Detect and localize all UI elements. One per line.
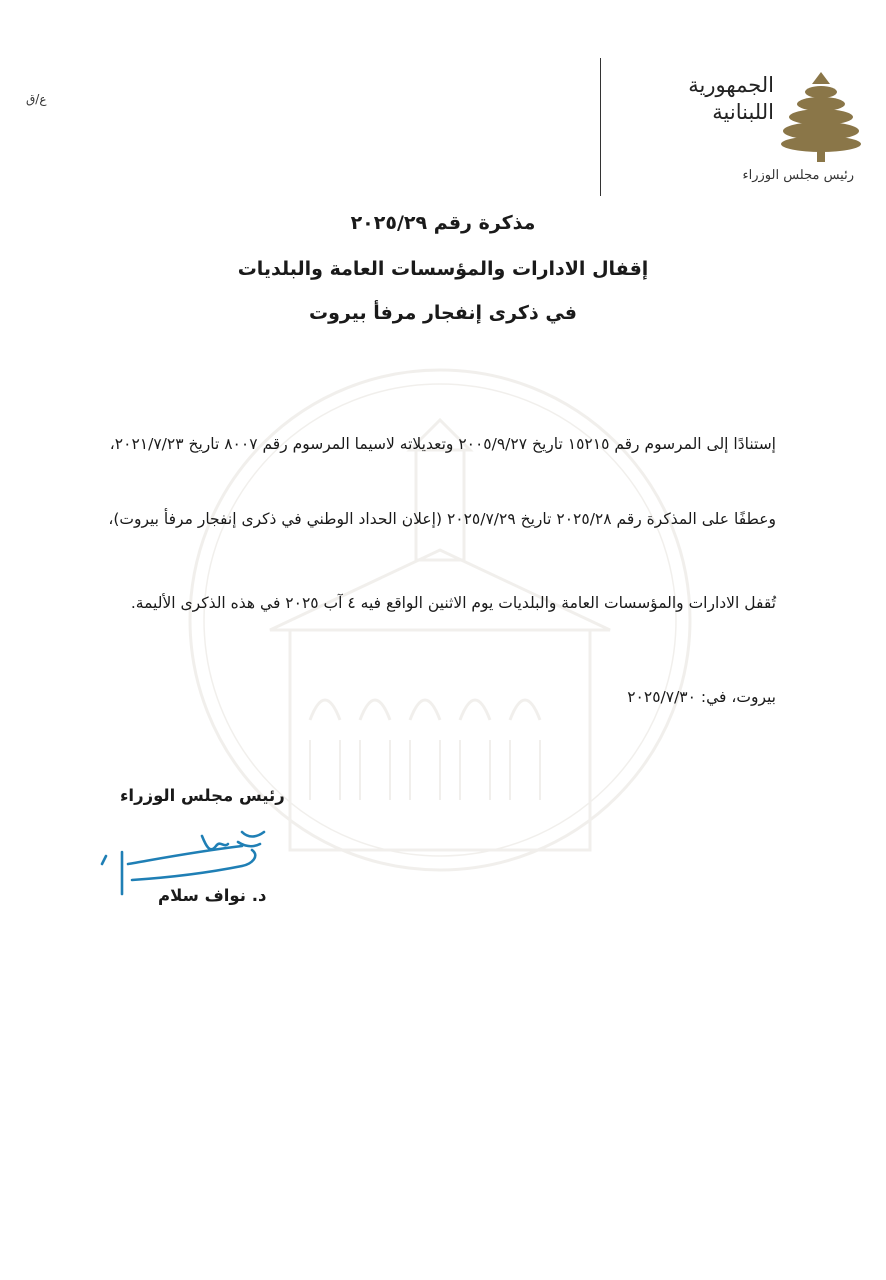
memo-number: مذكرة رقم ٢٠٢٥/٢٩ — [350, 212, 536, 234]
republic-wordmark — [624, 72, 774, 126]
letterhead — [600, 58, 862, 198]
memo-subject: إقفال الادارات والمؤسسات العامة والبلديات — [237, 258, 649, 280]
paragraph-reference: وعطفًا على المذكرة رقم ٢٠٢٥/٢٨ تاريخ ٢٠٢٥/٧/٢٩ (إعلان الحداد الوطني في ذكرى إنفجار مرفأ بيروت)، — [108, 510, 776, 528]
republic-line-1: الجمهورية — [688, 73, 774, 97]
paragraph-decision: تُقفل الادارات والمؤسسات العامة والبلديات يوم الاثنين الواقع فيه ٤ آب ٢٠٢٥ في هذه الذكرى الأليمة. — [130, 594, 776, 612]
letterhead-divider — [600, 58, 601, 196]
signatory-title: رئيس مجلس الوزراء — [120, 786, 285, 805]
paragraph-legal-basis: إستنادًا إلى المرسوم رقم ١٥٢١٥ تاريخ ٢٠٠٥/٩/٢٧ وتعديلاته لاسيما المرسوم رقم ٨٠٠٧ تاريخ ٢٠٢١/٧/٢٣، — [109, 435, 776, 453]
date-line: بيروت، في: ٢٠٢٥/٧/٣٠ — [627, 688, 776, 706]
signatory-name: د. نواف سلام — [158, 886, 267, 905]
cedar-tree-icon — [780, 70, 862, 166]
republic-line-2: اللبنانية — [712, 100, 774, 124]
memo-occasion: في ذكرى إنفجار مرفأ بيروت — [308, 302, 577, 324]
office-title: رئيس مجلس الوزراء — [742, 168, 854, 183]
reference-code: ع/ق — [26, 92, 47, 106]
